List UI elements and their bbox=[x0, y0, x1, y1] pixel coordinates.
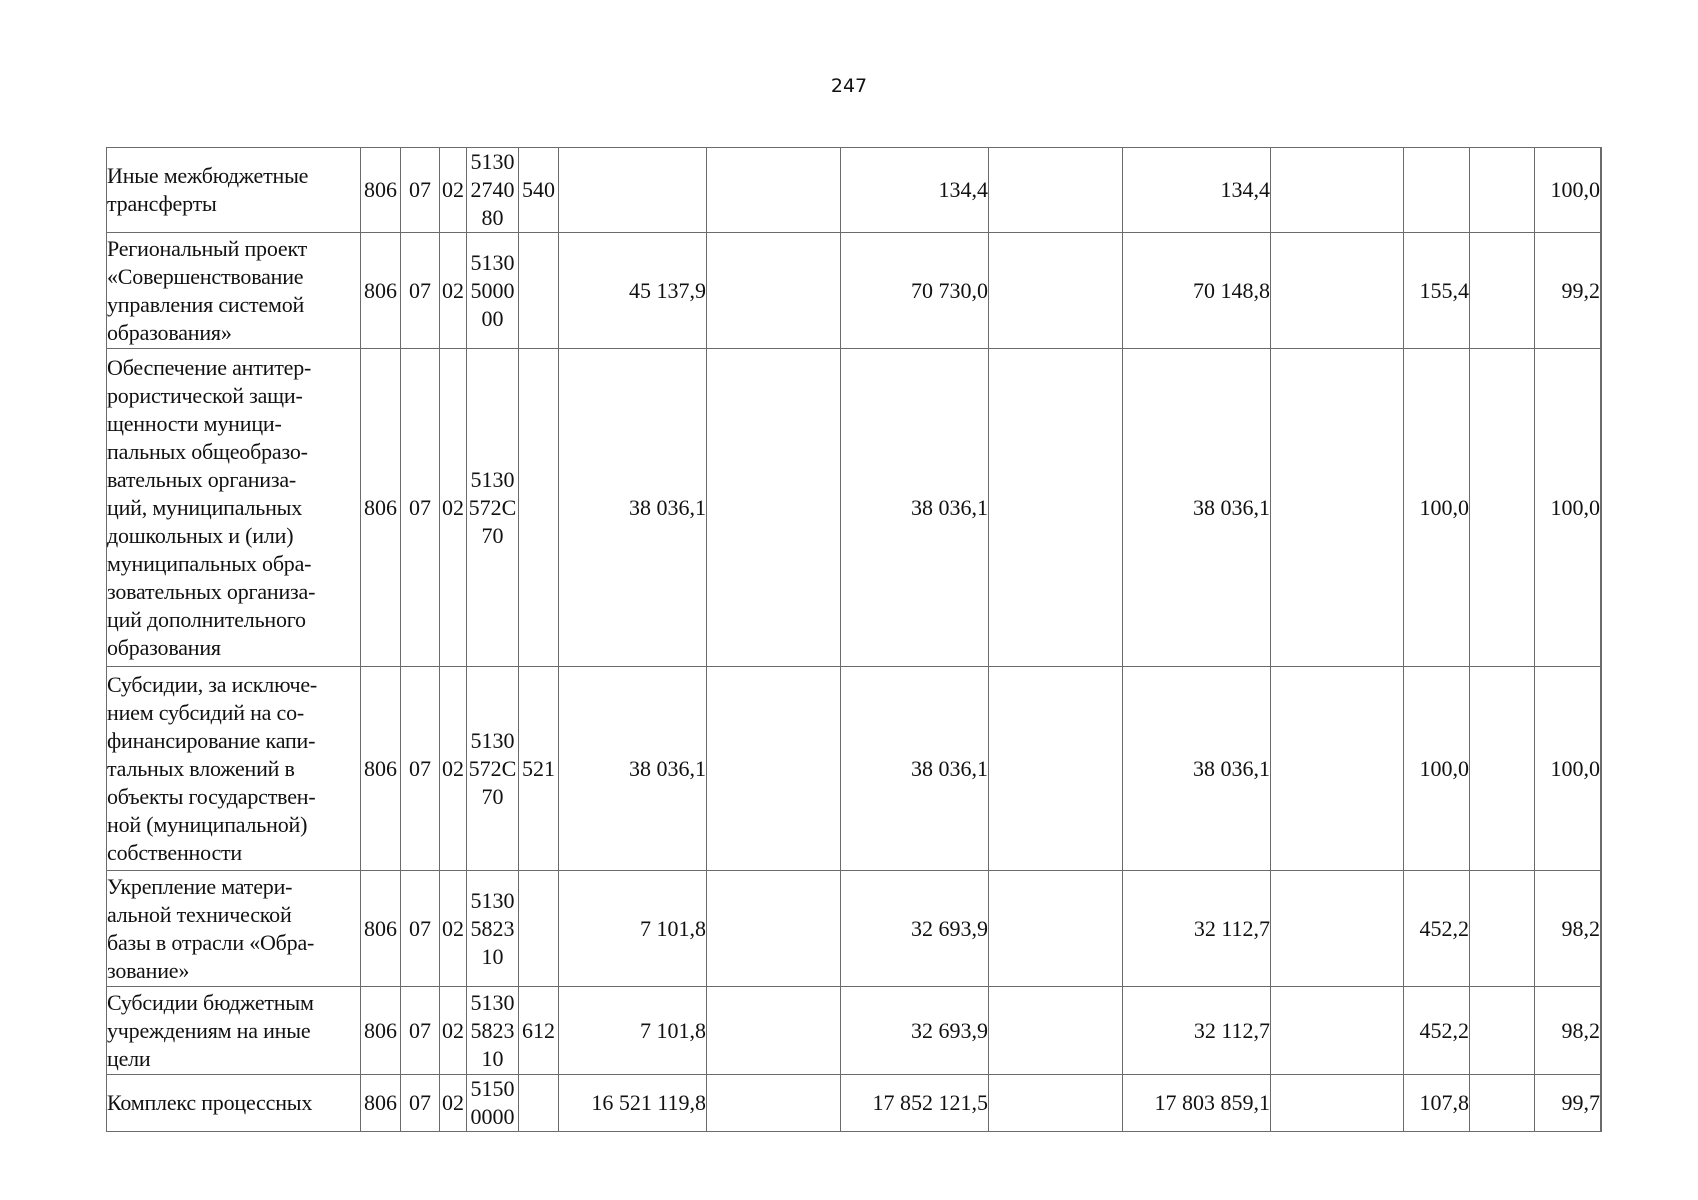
empty-cell bbox=[1271, 987, 1404, 1075]
section-code: 07 bbox=[401, 667, 440, 871]
plan-prev-value: 7 101,8 bbox=[559, 871, 707, 987]
row-name: Субсидии, за исключе- нием субсидий на со- финансирование капи- тальных вложений в объекты государствен- ной (муниципальной) собственности bbox=[107, 667, 361, 871]
pct-plan-value: 100,0 bbox=[1535, 349, 1601, 667]
empty-cell bbox=[1470, 233, 1535, 349]
plan-current-value: 32 693,9 bbox=[841, 987, 989, 1075]
table-row bbox=[107, 148, 1602, 233]
empty-cell bbox=[989, 233, 1123, 349]
plan-current-value: 38 036,1 bbox=[841, 349, 989, 667]
plan-current-value: 70 730,0 bbox=[841, 233, 989, 349]
empty-cell bbox=[707, 871, 841, 987]
expense-type-code: 540 bbox=[519, 148, 559, 233]
page-number: 247 bbox=[830, 75, 868, 97]
empty-cell bbox=[1601, 1075, 1602, 1132]
ministry-code: 806 bbox=[361, 1075, 401, 1132]
ministry-code: 806 bbox=[361, 233, 401, 349]
actual-value: 70 148,8 bbox=[1123, 233, 1271, 349]
table-row bbox=[107, 233, 1602, 349]
plan-prev-value: 38 036,1 bbox=[559, 349, 707, 667]
pct-prev-value: 100,0 bbox=[1404, 667, 1470, 871]
pct-prev-value: 100,0 bbox=[1404, 349, 1470, 667]
empty-cell bbox=[1470, 667, 1535, 871]
empty-cell bbox=[1271, 349, 1404, 667]
empty-cell bbox=[1271, 871, 1404, 987]
pct-plan-value: 99,2 bbox=[1535, 233, 1601, 349]
subsection-code: 02 bbox=[440, 148, 467, 233]
budget-execution-table bbox=[106, 147, 1602, 1132]
row-name: Субсидии бюджетным учреждениям на иные цели bbox=[107, 987, 361, 1075]
empty-cell bbox=[1470, 148, 1535, 233]
empty-cell bbox=[989, 987, 1123, 1075]
expense-type-code bbox=[519, 871, 559, 987]
section-code: 07 bbox=[401, 1075, 440, 1132]
row-name: Иные межбюджетные трансферты bbox=[107, 148, 361, 233]
table-row bbox=[107, 667, 1602, 871]
ministry-code: 806 bbox=[361, 987, 401, 1075]
subsection-code: 02 bbox=[440, 233, 467, 349]
table-row bbox=[107, 349, 1602, 667]
empty-cell bbox=[989, 871, 1123, 987]
empty-cell bbox=[1601, 871, 1602, 987]
target-article-code: 5130 2740 80 bbox=[467, 148, 519, 233]
plan-current-value: 32 693,9 bbox=[841, 871, 989, 987]
empty-cell bbox=[989, 1075, 1123, 1132]
empty-cell bbox=[1271, 1075, 1404, 1132]
target-article-code: 5130 5823 10 bbox=[467, 987, 519, 1075]
table-row bbox=[107, 1075, 1602, 1132]
actual-value: 17 803 859,1 bbox=[1123, 1075, 1271, 1132]
pct-plan-value: 98,2 bbox=[1535, 871, 1601, 987]
empty-cell bbox=[1601, 987, 1602, 1075]
plan-prev-value bbox=[559, 148, 707, 233]
pct-plan-value: 99,7 bbox=[1535, 1075, 1601, 1132]
plan-current-value: 38 036,1 bbox=[841, 667, 989, 871]
empty-cell bbox=[989, 148, 1123, 233]
table-row bbox=[107, 871, 1602, 987]
empty-cell bbox=[1271, 148, 1404, 233]
empty-cell bbox=[1601, 148, 1602, 233]
empty-cell bbox=[989, 349, 1123, 667]
ministry-code: 806 bbox=[361, 148, 401, 233]
section-code: 07 bbox=[401, 349, 440, 667]
empty-cell bbox=[707, 987, 841, 1075]
expense-type-code bbox=[519, 1075, 559, 1132]
subsection-code: 02 bbox=[440, 349, 467, 667]
pct-plan-value: 98,2 bbox=[1535, 987, 1601, 1075]
section-code: 07 bbox=[401, 987, 440, 1075]
plan-prev-value: 38 036,1 bbox=[559, 667, 707, 871]
plan-current-value: 17 852 121,5 bbox=[841, 1075, 989, 1132]
ministry-code: 806 bbox=[361, 349, 401, 667]
empty-cell bbox=[707, 233, 841, 349]
plan-prev-value: 7 101,8 bbox=[559, 987, 707, 1075]
pct-plan-value: 100,0 bbox=[1535, 148, 1601, 233]
target-article-code: 5130 5000 00 bbox=[467, 233, 519, 349]
section-code: 07 bbox=[401, 871, 440, 987]
actual-value: 38 036,1 bbox=[1123, 667, 1271, 871]
empty-cell bbox=[1271, 233, 1404, 349]
ministry-code: 806 bbox=[361, 871, 401, 987]
empty-cell bbox=[1470, 1075, 1535, 1132]
plan-prev-value: 45 137,9 bbox=[559, 233, 707, 349]
section-code: 07 bbox=[401, 148, 440, 233]
actual-value: 134,4 bbox=[1123, 148, 1271, 233]
pct-prev-value: 452,2 bbox=[1404, 987, 1470, 1075]
table-body bbox=[107, 148, 1602, 1132]
empty-cell bbox=[1601, 233, 1602, 349]
pct-prev-value: 452,2 bbox=[1404, 871, 1470, 987]
empty-cell bbox=[989, 667, 1123, 871]
target-article-code: 5130 572С 70 bbox=[467, 349, 519, 667]
row-name: Региональный проект «Совершенствование управления системой образования» bbox=[107, 233, 361, 349]
subsection-code: 02 bbox=[440, 871, 467, 987]
empty-cell bbox=[1271, 667, 1404, 871]
ministry-code: 806 bbox=[361, 667, 401, 871]
actual-value: 32 112,7 bbox=[1123, 987, 1271, 1075]
expense-type-code: 521 bbox=[519, 667, 559, 871]
subsection-code: 02 bbox=[440, 1075, 467, 1132]
expense-type-code bbox=[519, 233, 559, 349]
target-article-code: 5130 572С 70 bbox=[467, 667, 519, 871]
pct-prev-value bbox=[1404, 148, 1470, 233]
table-row bbox=[107, 987, 1602, 1075]
empty-cell bbox=[1601, 349, 1602, 667]
subsection-code: 02 bbox=[440, 987, 467, 1075]
subsection-code: 02 bbox=[440, 667, 467, 871]
empty-cell bbox=[707, 1075, 841, 1132]
expense-type-code: 612 bbox=[519, 987, 559, 1075]
expense-type-code bbox=[519, 349, 559, 667]
target-article-code: 5150 0000 bbox=[467, 1075, 519, 1132]
pct-plan-value: 100,0 bbox=[1535, 667, 1601, 871]
empty-cell bbox=[1470, 987, 1535, 1075]
empty-cell bbox=[1470, 349, 1535, 667]
row-name: Комплекс процессных bbox=[107, 1075, 361, 1132]
actual-value: 32 112,7 bbox=[1123, 871, 1271, 987]
pct-prev-value: 107,8 bbox=[1404, 1075, 1470, 1132]
empty-cell bbox=[707, 667, 841, 871]
plan-current-value: 134,4 bbox=[841, 148, 989, 233]
empty-cell bbox=[707, 148, 841, 233]
empty-cell bbox=[1470, 871, 1535, 987]
plan-prev-value: 16 521 119,8 bbox=[559, 1075, 707, 1132]
row-name: Укрепление матери- альной технической базы в отрасли «Обра- зование» bbox=[107, 871, 361, 987]
section-code: 07 bbox=[401, 233, 440, 349]
target-article-code: 5130 5823 10 bbox=[467, 871, 519, 987]
pct-prev-value: 155,4 bbox=[1404, 233, 1470, 349]
actual-value: 38 036,1 bbox=[1123, 349, 1271, 667]
row-name: Обеспечение антитер- рористической защи- щенности муници- пальных общеобразо- вательных организа- ций, муниципальных дошкольных и (или) муниципальных обра- зовательных организа- ций дополнительного образования bbox=[107, 349, 361, 667]
empty-cell bbox=[1601, 667, 1602, 871]
empty-cell bbox=[707, 349, 841, 667]
